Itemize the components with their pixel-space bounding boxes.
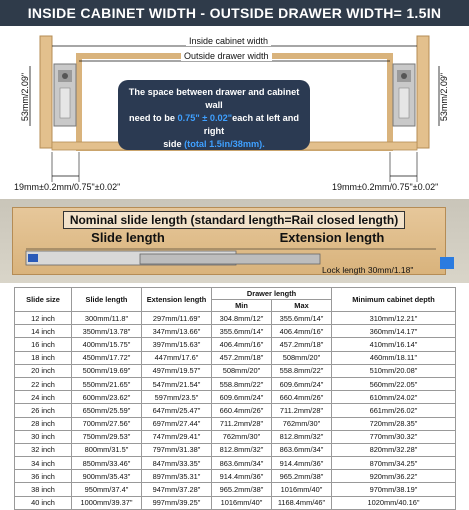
table-cell: 24 inch xyxy=(15,391,72,404)
table-cell: 12 inch xyxy=(15,312,72,325)
left-height-label: 53mm/2.09" xyxy=(20,72,30,122)
note-line-2-a: need to be xyxy=(128,113,178,123)
table-row xyxy=(15,391,456,404)
table-cell: 870mm/34.25" xyxy=(332,457,456,470)
table-cell: 36 inch xyxy=(15,470,72,483)
table-cell: 812.8mm/32" xyxy=(272,430,332,443)
table-cell: 965.2mm/38" xyxy=(212,483,272,496)
table-cell: 350mm/13.78" xyxy=(72,325,142,338)
note-line-2-b: each at left and right xyxy=(203,113,299,136)
table-cell: 508mm/20" xyxy=(212,364,272,377)
table-cell: 847mm/33.35" xyxy=(142,457,212,470)
table-cell: 400mm/15.75" xyxy=(72,338,142,351)
table-cell: 22 inch xyxy=(15,377,72,390)
table-cell: 661mm/26.02" xyxy=(332,404,456,417)
table-cell: 600mm/23.62" xyxy=(72,391,142,404)
table-cell: 406.4mm/16" xyxy=(212,338,272,351)
table-cell: 497mm/19.57" xyxy=(142,364,212,377)
note-line-3 xyxy=(122,138,306,151)
header-max: Max xyxy=(272,300,332,312)
table-cell: 297mm/11.69" xyxy=(142,312,212,325)
table-cell: 40 inch xyxy=(15,496,72,509)
table-cell: 609.6mm/24" xyxy=(272,377,332,390)
table-cell: 347mm/13.66" xyxy=(142,325,212,338)
table-cell: 397mm/15.63" xyxy=(142,338,212,351)
note-line-2 xyxy=(122,112,306,138)
cabinet-diagram xyxy=(0,26,469,196)
table-cell: 750mm/29.53" xyxy=(72,430,142,443)
table-cell: 820mm/32.28" xyxy=(332,443,456,456)
table-cell: 914.4mm/36" xyxy=(212,470,272,483)
extension-length-label: Extension length xyxy=(279,230,385,245)
table-cell: 558.8mm/22" xyxy=(212,377,272,390)
table-cell: 770mm/30.32" xyxy=(332,430,456,443)
table-row xyxy=(15,417,456,430)
header-slide-length: Slide length xyxy=(72,288,142,312)
table-cell: 762mm/30" xyxy=(212,430,272,443)
table-cell: 447mm/17.6" xyxy=(142,351,212,364)
table-row xyxy=(15,404,456,417)
table-cell: 700mm/27.56" xyxy=(72,417,142,430)
table-cell: 720mm/28.35" xyxy=(332,417,456,430)
table-cell: 797mm/31.38" xyxy=(142,443,212,456)
table-row xyxy=(15,338,456,351)
table-cell: 304.8mm/12" xyxy=(212,312,272,325)
table-cell: 1000mm/39.37" xyxy=(72,496,142,509)
table-cell: 18 inch xyxy=(15,351,72,364)
table-cell: 355.6mm/14" xyxy=(272,312,332,325)
table-cell: 747mm/29.41" xyxy=(142,430,212,443)
table-row xyxy=(15,457,456,470)
table-cell: 1016mm/40" xyxy=(212,496,272,509)
table-row xyxy=(15,430,456,443)
right-slide-icon xyxy=(393,64,415,126)
table-cell: 450mm/17.72" xyxy=(72,351,142,364)
table-cell: 800mm/31.5" xyxy=(72,443,142,456)
table-cell: 609.6mm/24" xyxy=(212,391,272,404)
table-cell: 610mm/24.02" xyxy=(332,391,456,404)
table-cell: 647mm/25.47" xyxy=(142,404,212,417)
header-extension-length: Extension length xyxy=(142,288,212,312)
table-cell: 863.6mm/34" xyxy=(212,457,272,470)
table-cell: 1016mm/40" xyxy=(272,483,332,496)
table-cell: 547mm/21.54" xyxy=(142,377,212,390)
table-cell: 660.4mm/26" xyxy=(272,391,332,404)
page-title: INSIDE CABINET WIDTH - OUTSIDE DRAWER WIDTH= 1.5IN xyxy=(0,0,469,26)
table-row xyxy=(15,496,456,509)
header-slide-size: Slide size xyxy=(15,288,72,312)
table-row xyxy=(15,351,456,364)
table-cell: 850mm/33.46" xyxy=(72,457,142,470)
table-cell: 697mm/27.44" xyxy=(142,417,212,430)
spacing-note xyxy=(118,80,310,150)
table-cell: 947mm/37.28" xyxy=(142,483,212,496)
header-drawer-length: Drawer length xyxy=(212,288,332,300)
right-height-label: 53mm/2.09" xyxy=(439,72,449,122)
table-cell: 32 inch xyxy=(15,443,72,456)
table-row xyxy=(15,483,456,496)
table-cell: 410mm/16.14" xyxy=(332,338,456,351)
header-min: Min xyxy=(212,300,272,312)
table-row xyxy=(15,443,456,456)
note-line-1: The space between drawer and cabinet wall xyxy=(128,87,300,110)
table-cell: 20 inch xyxy=(15,364,72,377)
table-cell: 30 inch xyxy=(15,430,72,443)
table-cell: 550mm/21.65" xyxy=(72,377,142,390)
table-cell: 457.2mm/18" xyxy=(212,351,272,364)
table-cell: 970mm/38.19" xyxy=(332,483,456,496)
slide-length-label: Slide length xyxy=(91,230,165,245)
note-tolerance: 0.75" ± 0.02" xyxy=(177,113,233,123)
table-cell: 920mm/36.22" xyxy=(332,470,456,483)
table-cell: 650mm/25.59" xyxy=(72,404,142,417)
table-cell: 863.6mm/34" xyxy=(272,443,332,456)
table-row xyxy=(15,325,456,338)
table-cell: 300mm/11.8" xyxy=(72,312,142,325)
note-total: (total 1.5in/38mm). xyxy=(184,139,265,149)
table-cell: 26 inch xyxy=(15,404,72,417)
table-row xyxy=(15,364,456,377)
table-cell: 16 inch xyxy=(15,338,72,351)
table-cell: 965.2mm/38" xyxy=(272,470,332,483)
table-cell: 500mm/19.69" xyxy=(72,364,142,377)
table-cell: 558.8mm/22" xyxy=(272,364,332,377)
table-cell: 711.2mm/28" xyxy=(212,417,272,430)
outside-drawer-width-label: Outside drawer width xyxy=(181,51,272,61)
slide-size-table xyxy=(14,287,456,510)
inside-cabinet-width-label: Inside cabinet width xyxy=(186,36,271,46)
table-cell: 711.2mm/28" xyxy=(272,404,332,417)
table-cell: 1168.4mm/46" xyxy=(272,496,332,509)
table-cell: 1020mm/40.16" xyxy=(332,496,456,509)
lock-length-label: Lock length 30mm/1.18" xyxy=(322,265,414,275)
table-cell: 997mm/39.25" xyxy=(142,496,212,509)
table-cell: 560mm/22.05" xyxy=(332,377,456,390)
table-cell: 406.4mm/16" xyxy=(272,325,332,338)
table-cell: 14 inch xyxy=(15,325,72,338)
table-cell: 457.2mm/18" xyxy=(272,338,332,351)
table-cell: 38 inch xyxy=(15,483,72,496)
left-gap-label: 19mm±0.2mm/0.75"±0.02" xyxy=(14,182,121,192)
left-slide-icon xyxy=(54,64,76,126)
table-row xyxy=(15,312,456,325)
table-cell: 812.8mm/32" xyxy=(212,443,272,456)
table-cell: 950mm/37.4" xyxy=(72,483,142,496)
slide-photo xyxy=(0,199,469,283)
table-cell: 510mm/20.08" xyxy=(332,364,456,377)
size-table xyxy=(14,287,455,510)
table-cell: 897mm/35.31" xyxy=(142,470,212,483)
table-cell: 660.4mm/26" xyxy=(212,404,272,417)
note-line-3-a: side xyxy=(163,139,185,149)
table-cell: 900mm/35.43" xyxy=(72,470,142,483)
table-cell: 34 inch xyxy=(15,457,72,470)
table-cell: 914.4mm/36" xyxy=(272,457,332,470)
table-cell: 360mm/14.17" xyxy=(332,325,456,338)
table-cell: 310mm/12.21" xyxy=(332,312,456,325)
table-cell: 460mm/18.11" xyxy=(332,351,456,364)
table-row xyxy=(15,470,456,483)
table-cell: 597mm/23.5" xyxy=(142,391,212,404)
right-gap-label: 19mm±0.2mm/0.75"±0.02" xyxy=(332,182,439,192)
table-row xyxy=(15,377,456,390)
table-cell: 28 inch xyxy=(15,417,72,430)
header-min-cabinet-depth: Minimum cabinet depth xyxy=(332,288,456,312)
table-cell: 355.6mm/14" xyxy=(212,325,272,338)
nominal-length-label: Nominal slide length (standard length=Rail closed length) xyxy=(63,211,405,229)
table-cell: 508mm/20" xyxy=(272,351,332,364)
table-cell: 762mm/30" xyxy=(272,417,332,430)
